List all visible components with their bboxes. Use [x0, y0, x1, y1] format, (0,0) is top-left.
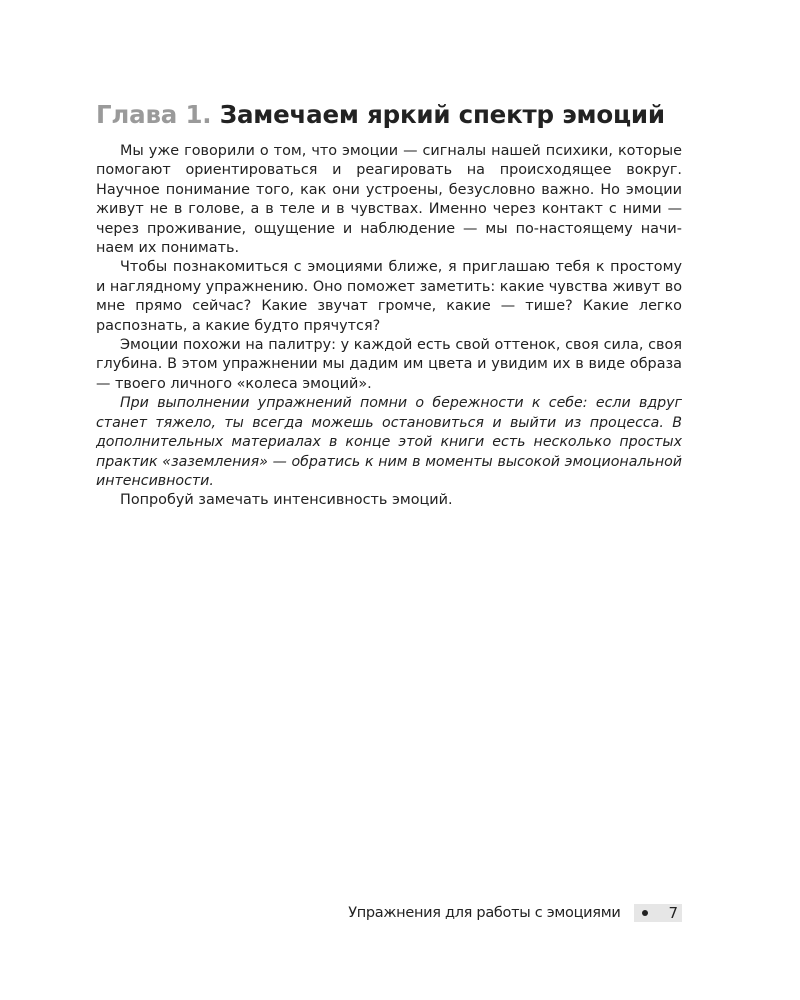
paragraph-palette: Эмоции похожи на палитру: у каждой есть свой оттенок, своя сила, своя глубина. В этом упражнении мы дадим им цвета и увидим их в виде образа — твоего личного «колеса эмоций». [96, 337, 682, 392]
page-number: 7 [668, 904, 678, 922]
page-number-box [634, 904, 682, 922]
paragraph-intro: Мы уже говорили о том, что эмоции — сигналы нашей психики, которые помогают ориентироваться и реагировать на происходящее вокруг. Научное понимание того, как они устроены, безусловно важно. Но эмоции живут не в голове, а в теле и в чувствах. Именно через контакт с ними — через проживание, ощущение и наблюдение — мы по-настоящему начинаем их понимать. [96, 143, 682, 257]
running-title: Упражнения для работы с эмоциями [348, 905, 621, 921]
chapter-title-text: Замечаем яркий спектр эмоций [219, 100, 665, 129]
chapter-title [96, 98, 706, 132]
bullet-icon [642, 910, 648, 916]
paragraph-safety-note: При выполнении упражнений помни о бережности к себе: если вдруг станет тяжело, ты всегда можешь остановиться и выйти из процесса. В дополнительных материалах в конце этой книги есть несколько простых практик «заземления» — обратись к ним в моменты высокой эмоциональной интенсивности. [96, 395, 682, 489]
page-footer [348, 902, 682, 924]
chapter-body [96, 142, 682, 511]
chapter-number: Глава 1. [96, 100, 212, 129]
paragraph-try-noticing: Попробуй замечать интенсивность эмоций. [120, 492, 453, 509]
paragraph-exercise-invite: Чтобы познакомиться с эмоциями ближе, я приглашаю тебя к простому и наглядному упражнению. Оно поможет заметить: какие чувства живут во мне прямо сейчас? Какие звучат громче, какие — тише? Какие легко распознать, а какие будто прячутся? [96, 259, 682, 334]
